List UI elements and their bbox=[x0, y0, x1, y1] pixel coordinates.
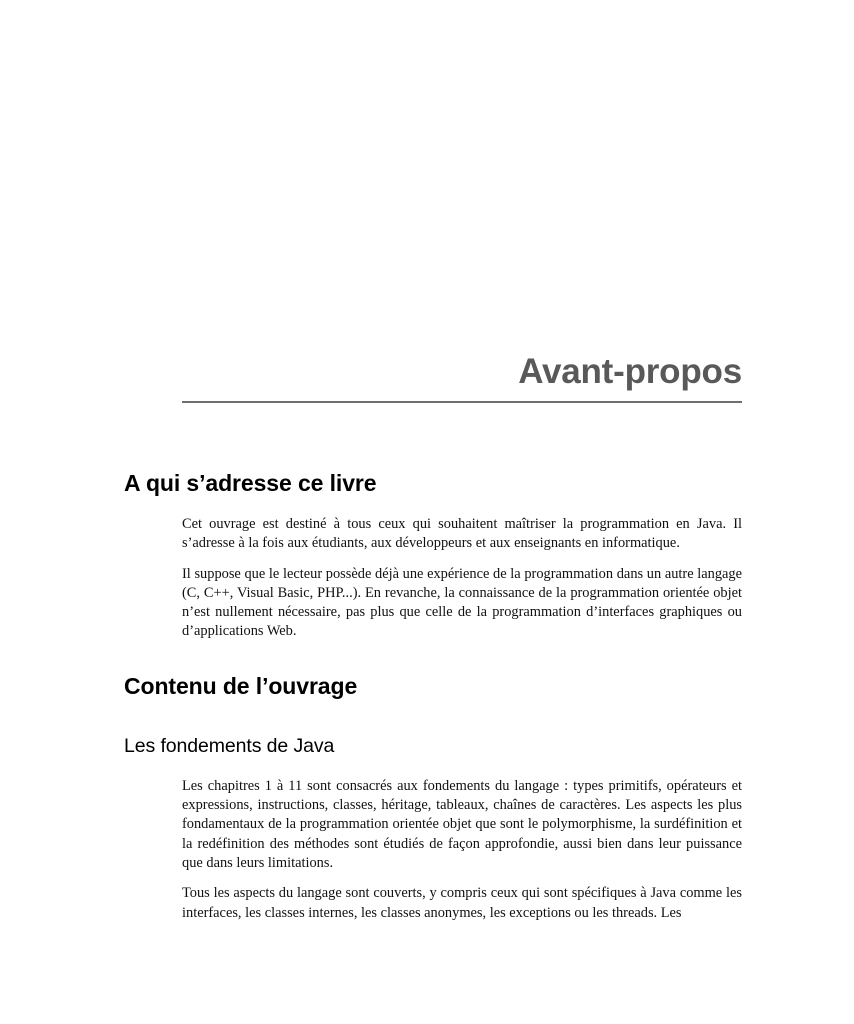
chapter-title-block bbox=[0, 352, 742, 403]
paragraph: Les chapitres 1 à 11 sont consacrés aux fondements du langage : types primitifs, opérateurs et expressions, instructions, classes, héritage, tableaux, chaînes de caractères. Les aspects les plus fondamentaux de la programmation orientée objet que sont le polymorphisme, la surdéfinition et la redéfinition des méthodes sont étudiés de façon approfondie, aussi bien dans leur puissance que dans leurs limitations. bbox=[182, 777, 742, 871]
section-heading-contenu-de-louvrage: Contenu de l’ouvrage bbox=[124, 672, 358, 699]
section-body-2 bbox=[182, 777, 742, 923]
subsection-heading-les-fondements-de-java: Les fondements de Java bbox=[124, 734, 335, 757]
spacer bbox=[124, 758, 742, 777]
paragraph: Tous les aspects du langage sont couverts, y compris ceux qui sont spécifiques à Java comme les interfaces, les classes internes, les classes anonymes, les exceptions ou les threads. Les bbox=[182, 885, 742, 921]
spacer bbox=[124, 497, 742, 515]
section-heading-a-qui-sadresse-ce-livre: A qui s’adresse ce livre bbox=[124, 470, 377, 496]
spacer bbox=[124, 642, 742, 673]
paragraph: Il suppose que le lecteur possède déjà une expérience de la programmation dans un autre langage (C, C++, Visual Basic, PHP...). En revanche, la connaissance de la programmation orientée objet n’est nullement nécessaire, pas plus que celle de la programmation d’interfaces graphiques ou d’applications Web. bbox=[182, 565, 742, 640]
paragraph: Cet ouvrage est destiné à tous ceux qui souhaitent maîtriser la programmation en Java. Il s’adresse à la fois aux étudiants, aux développeurs et aux enseignants en informatique. bbox=[182, 516, 742, 552]
spacer bbox=[124, 700, 742, 734]
document-content bbox=[124, 470, 742, 923]
page-title: Avant-propos bbox=[518, 352, 742, 391]
section-body-1 bbox=[182, 515, 742, 642]
title-divider bbox=[182, 401, 742, 403]
